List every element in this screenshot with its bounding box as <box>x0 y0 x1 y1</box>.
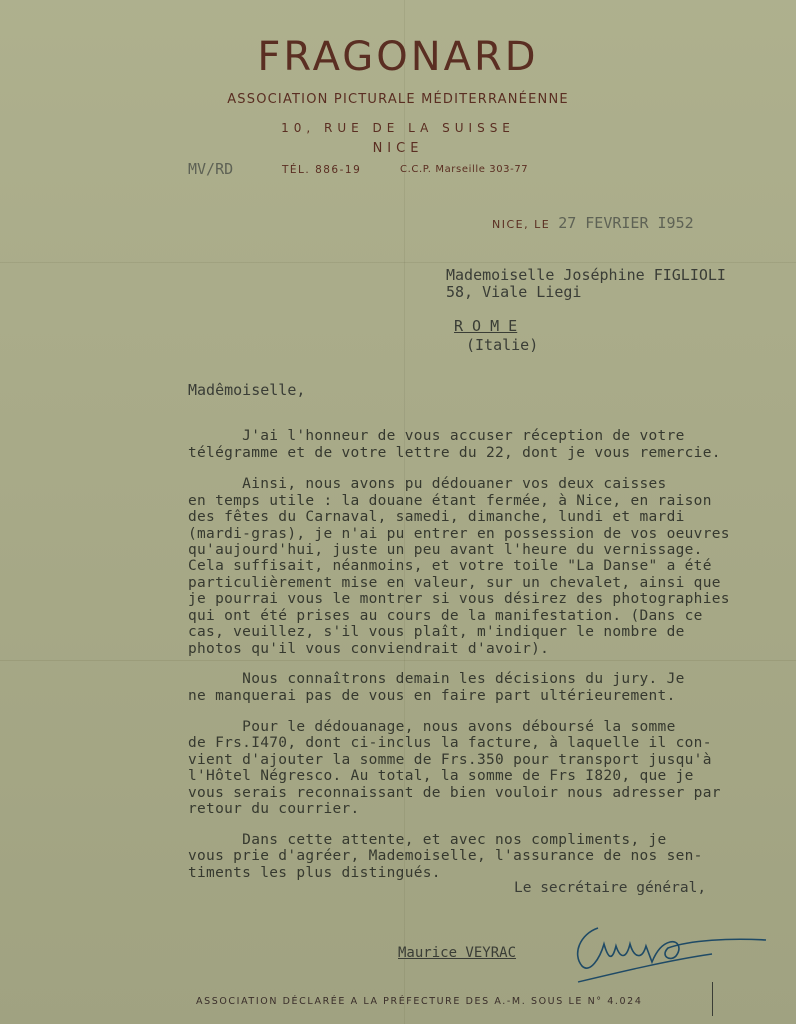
body-line: cas, veuillez, s'il vous plaît, m'indiquer le nombre de <box>188 624 685 640</box>
body-line: J'ai l'honneur de vous accuser réception de votre <box>188 428 685 444</box>
date-line <box>492 214 694 233</box>
body-line: ne manquerai pas de vous en faire part ultérieurement. <box>188 688 676 704</box>
body-line: télégramme et de votre lettre du 22, dont je vous remercie. <box>188 445 721 461</box>
signatory-name: Maurice VEYRAC <box>398 945 517 961</box>
letterhead-phone: TÉL. 886-19 <box>282 164 362 176</box>
date-value: 27 FEVRIER I952 <box>558 214 694 232</box>
body-line: (mardi-gras), je n'ai pu entrer en possession de vos oeuvres <box>188 526 730 542</box>
body-line: Nous connaîtrons demain les décisions du jury. Je <box>188 671 685 687</box>
letterhead-association: ASSOCIATION PICTURALE MÉDITERRANÉENNE <box>227 92 569 107</box>
closing-title: Le secrétaire général, <box>514 880 707 896</box>
body-line: vous serais reconnaissant de bien vouloir nous adresser par <box>188 785 721 801</box>
body-line: en temps utile : la douane étant fermée, à Nice, en raison <box>188 493 712 509</box>
body-line: qui ont été prises au cours de la manifestation. (Dans ce <box>188 608 703 624</box>
body-line: vous prie d'agréer, Mademoiselle, l'assurance de nos sen- <box>188 848 703 864</box>
body-line: qu'aujourd'hui, juste un peu avant l'heure du vernissage. <box>188 542 703 558</box>
body-line: de Frs.I470, dont ci-inclus la facture, à laquelle il con- <box>188 735 712 751</box>
body-line: des fêtes du Carnaval, samedi, dimanche, lundi et mardi <box>188 509 685 525</box>
letterhead-name: FRAGONARD <box>257 34 539 80</box>
reference-code: MV/RD <box>188 160 234 178</box>
letterhead-street: 10, RUE DE LA SUISSE <box>281 121 515 135</box>
body-line: Pour le dédouanage, nous avons déboursé la somme <box>188 719 676 735</box>
salutation: Madêmoiselle, <box>188 381 306 399</box>
footer-registration: ASSOCIATION DÉCLARÉE A LA PRÉFECTURE DES A.-M. SOUS LE N° 4.024 <box>196 996 643 1007</box>
body-line: vient d'ajouter la somme de Frs.350 pour transport jusqu'à <box>188 752 712 768</box>
body-line: Ainsi, nous avons pu dédouaner vos deux caisses <box>188 476 667 492</box>
body-line: timents les plus distingués. <box>188 865 441 881</box>
recipient-country: (Italie) <box>466 336 539 354</box>
body-line: l'Hôtel Négresco. Au total, la somme de Frs I820, que je <box>188 768 694 784</box>
date-prefix: NICE, LE <box>492 218 551 231</box>
body-line: Dans cette attente, et avec nos compliments, je <box>188 832 667 848</box>
recipient-street: 58, Viale Liegi <box>446 283 582 301</box>
recipient-name: Mademoiselle Joséphine FIGLIOLI <box>446 266 726 284</box>
letterhead-ccp: C.C.P. Marseille 303-77 <box>400 164 529 175</box>
body-line: photos qu'il vous conviendrait d'avoir). <box>188 641 550 657</box>
margin-mark <box>712 982 713 1016</box>
recipient-city-line <box>446 299 538 355</box>
body-line: retour du courrier. <box>188 801 360 817</box>
body-line: particulièrement mise en valeur, sur un chevalet, ainsi que <box>188 575 721 591</box>
body-line: je pourrai vous le montrer si vous désirez des photographies <box>188 591 730 607</box>
recipient-city: R O M E <box>454 317 518 335</box>
letterhead-city: NICE <box>372 141 424 156</box>
signature-mark <box>560 900 780 990</box>
body-line: Cela suffisait, néanmoins, et votre toile "La Danse" a été <box>188 558 712 574</box>
